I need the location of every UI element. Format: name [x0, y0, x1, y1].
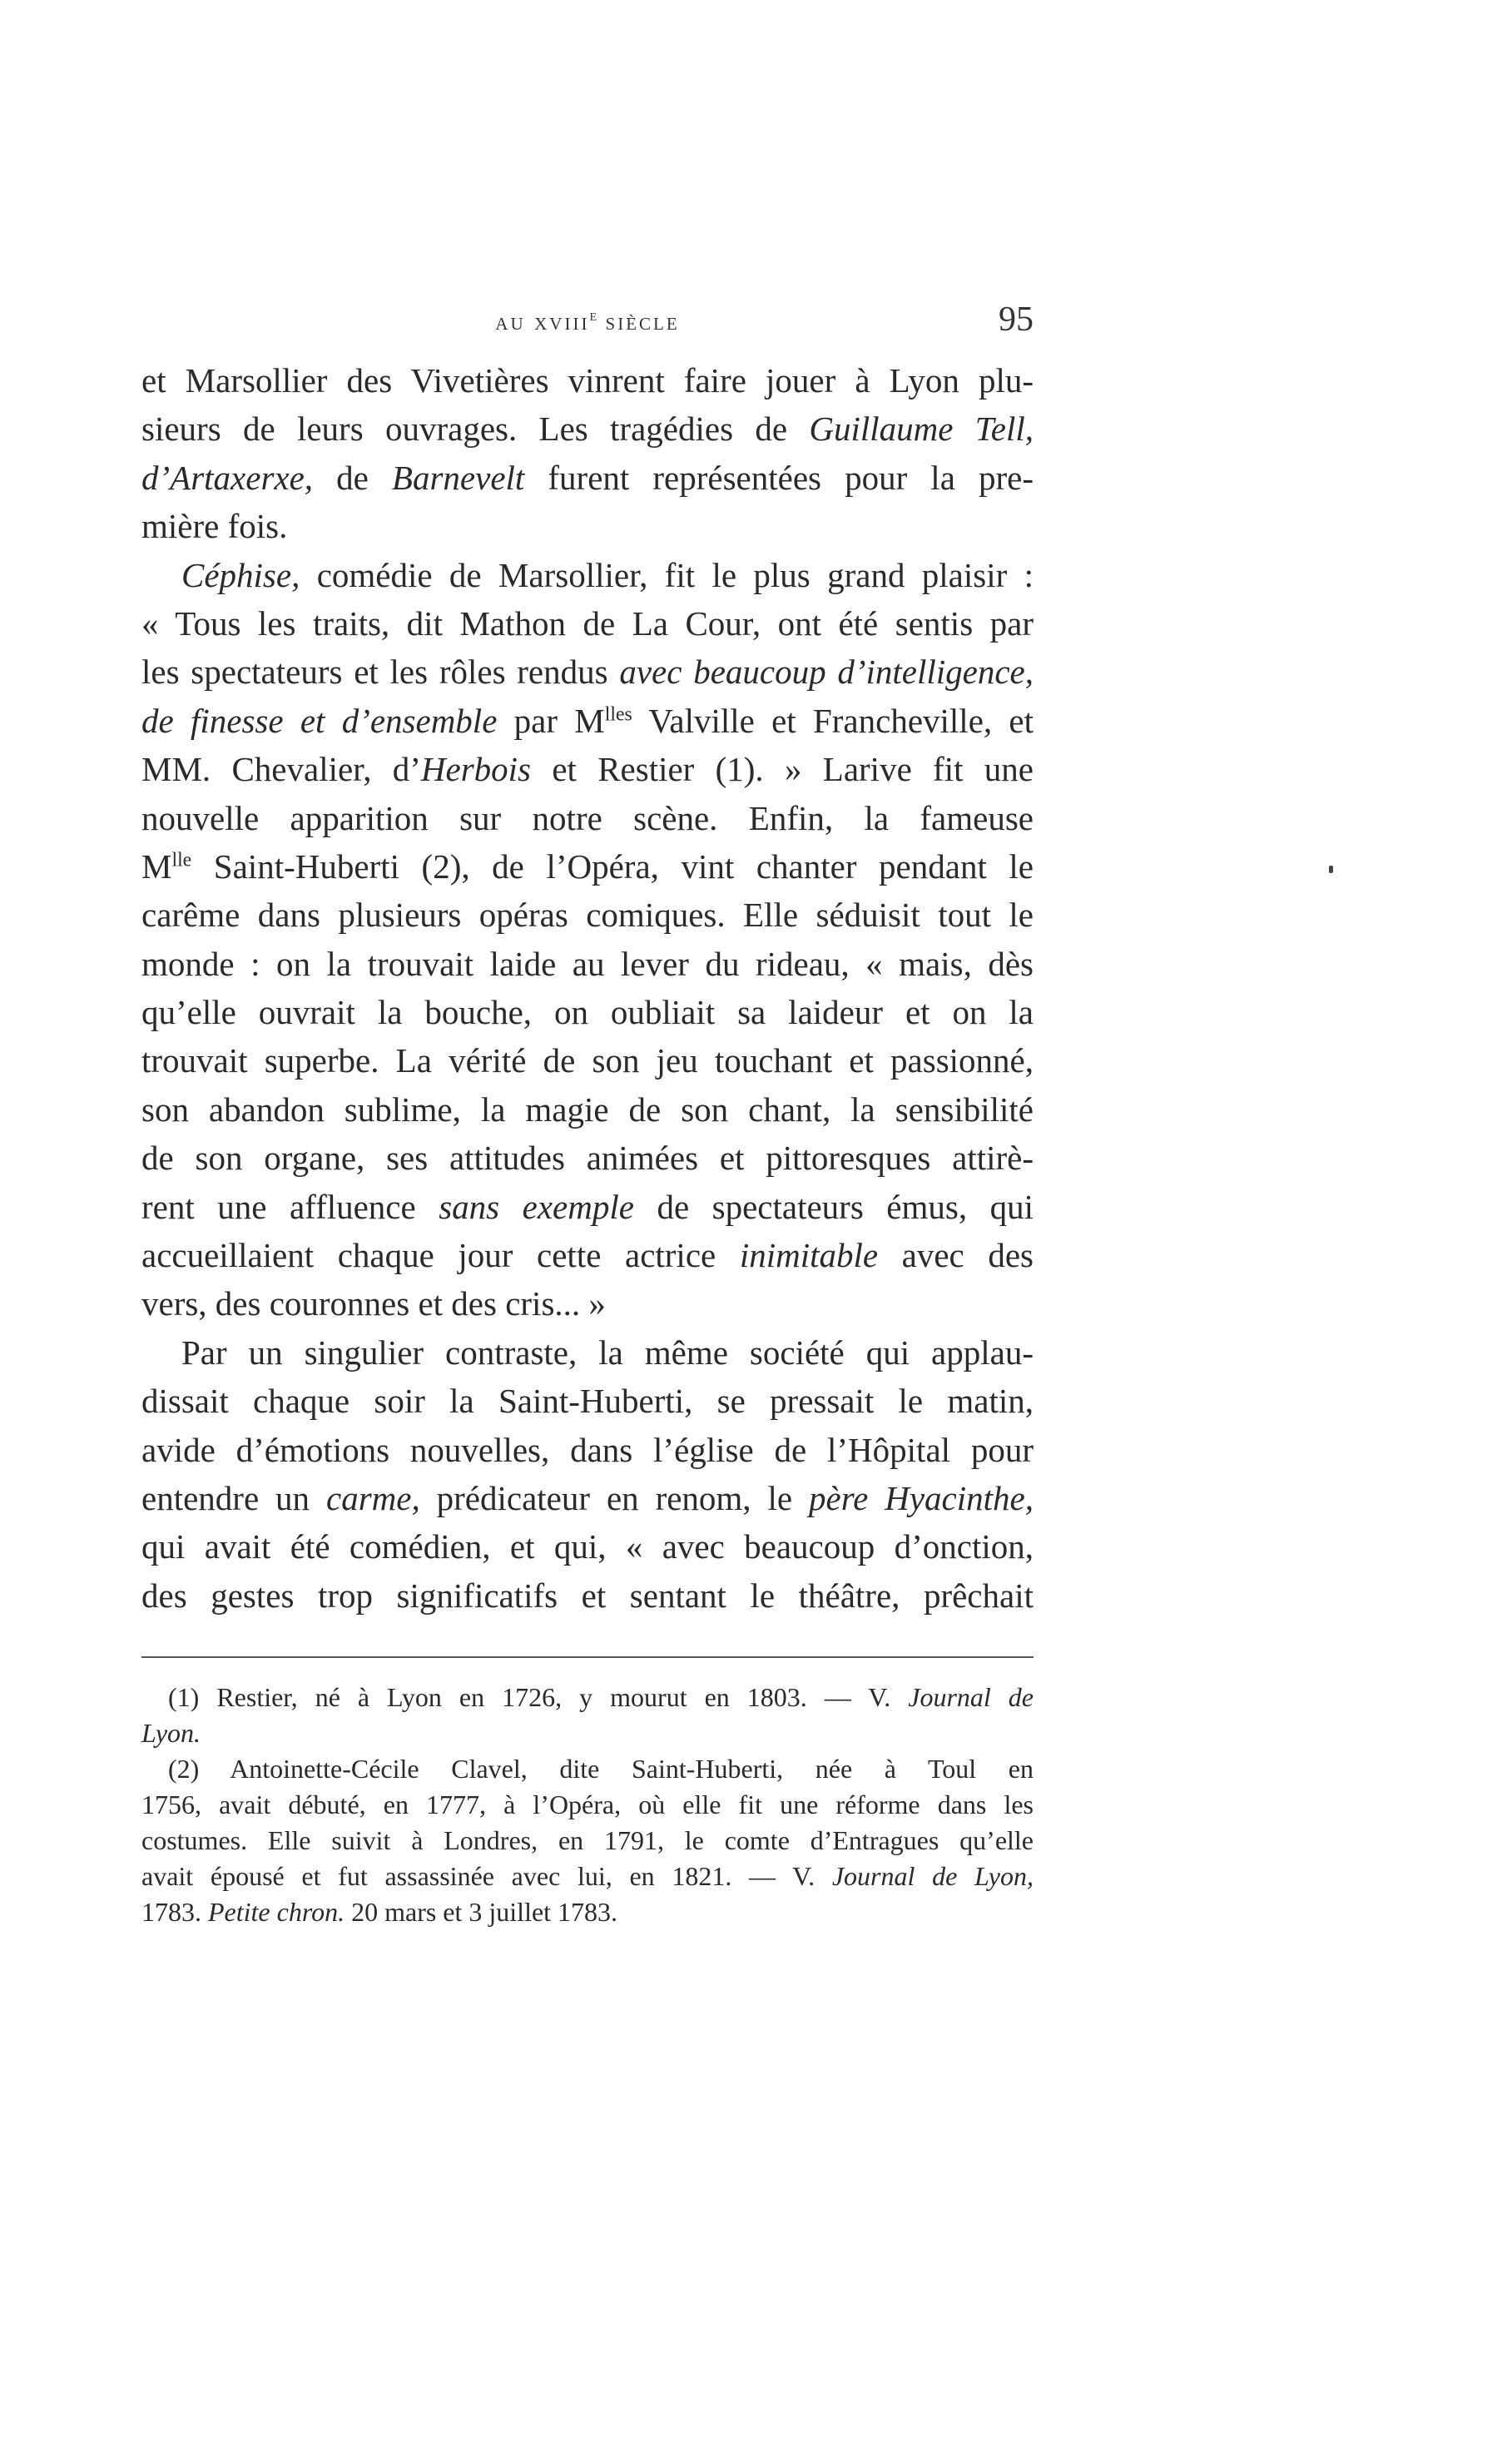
running-title-sup: e [589, 306, 597, 325]
text-span: de [313, 458, 392, 497]
text-line [141, 1183, 1034, 1231]
text-span: avait épousé et fut assassinée avec lui, en 1821. — V. [141, 1861, 832, 1891]
italic-name: père Hyacinthe, [809, 1478, 1034, 1517]
text-span: les spectateurs et les rôles rendus [141, 653, 620, 692]
text-line [141, 648, 1034, 696]
text-line: qui avait été comédien, et qui, « avec beaucoup d’onction, [141, 1527, 1034, 1566]
text-line: monde : on la trouvait laide au lever du rideau, « mais, dès [141, 944, 1034, 983]
text-line: son abandon sublime, la magie de son chant, la sensibilité [141, 1090, 1034, 1129]
running-title-text: au xviii [495, 308, 590, 335]
text-line [141, 745, 1034, 793]
text-span: (1) Restier, né à Lyon en 1726, y mourut en 1803. — V. [168, 1682, 909, 1712]
footnote-line [141, 1894, 1034, 1930]
text-span: sieurs de leurs ouvrages. Les tragédies de [141, 410, 788, 449]
text-line [141, 697, 1034, 745]
footnote-line [141, 1680, 1034, 1715]
italic-title: Barnevelt [391, 458, 525, 497]
text-line: qu’elle ouvrait la bouche, on oubliait sa laideur et on la [141, 993, 1034, 1032]
text-line: carême dans plusieurs opéras comiques. Elle séduisit tout le [141, 896, 1034, 935]
footnote-line: 1756, avait débuté, en 1777, à l’Opéra, où elle fit une réforme dans les [141, 1789, 1034, 1819]
superscript: lle [171, 849, 192, 871]
italic-phrase: avec beaucoup d’intelligence, [619, 653, 1034, 692]
text-line [141, 551, 1034, 599]
text-span: Valville et Francheville, et [632, 701, 1034, 740]
italic-title: Céphise, [181, 555, 300, 594]
ink-speck [1329, 866, 1333, 873]
footnotes [141, 1680, 1034, 1930]
text-line: et Marsollier des Vivetières vinrent faire jouer à Lyon plu- [141, 361, 1034, 400]
text-span: 20 mars et 3 juillet 1783. [345, 1897, 618, 1927]
text-line: des gestes trop significatifs et sentant le théâtre, prêchait [141, 1576, 1034, 1615]
italic-title: Journal de Lyon, [831, 1861, 1034, 1891]
italic-phrase: de finesse et d’ensemble [141, 701, 498, 740]
text-line [141, 1231, 1034, 1279]
italic-title: Petite chron. [208, 1897, 345, 1927]
text-span: furent représentées pour la pre- [524, 458, 1034, 497]
italic-title: d’Artaxerxe, [141, 458, 314, 497]
text-line [141, 405, 1034, 453]
page-number: 95 [999, 300, 1034, 339]
text-line: trouvait superbe. La vérité de son jeu touchant et passionné, [141, 1041, 1034, 1080]
superscript: lles [604, 703, 632, 726]
footnote-line [141, 1859, 1034, 1894]
text-line: Par un singulier contraste, la même société qui applau- [181, 1333, 1034, 1372]
text-line: vers, des couronnes et des cris... » [141, 1284, 606, 1323]
text-line: mière fois. [141, 507, 288, 546]
text-span: entendre un [141, 1478, 326, 1517]
text-line: nouvelle apparition sur notre scène. Enfin, la fameuse [141, 798, 1034, 837]
body-text [141, 356, 1034, 1620]
text-line: dissait chaque soir la Saint-Huberti, se pressait le matin, [141, 1382, 1034, 1421]
footnote-separator [141, 1656, 1034, 1658]
text-span: prédicateur en renom, le [419, 1478, 809, 1517]
footnote-line: (2) Antoinette-Cécile Clavel, dite Saint-Huberti, née à Toul en [168, 1754, 1034, 1784]
italic-word: inimitable [739, 1236, 879, 1275]
text-span: M [141, 846, 172, 886]
text-span: avec des [878, 1236, 1034, 1275]
italic-word: carme, [326, 1478, 420, 1517]
text-line: de son organe, ses attitudes animées et pittoresques attirè- [141, 1139, 1034, 1178]
running-title [141, 306, 1034, 336]
text-span: et Restier (1). » Larive fit une [531, 750, 1034, 789]
text-span: Saint-Huberti (2), de l’Opéra, vint chanter pendant le [191, 846, 1034, 886]
text-line: avide d’émotions nouvelles, dans l’église de l’Hôpital pour [141, 1430, 1034, 1469]
italic-phrase: sans exemple [439, 1187, 634, 1226]
text-line [141, 842, 1034, 891]
italic-title: Lyon. [141, 1718, 201, 1748]
text-line: « Tous les traits, dit Mathon de La Cour, ont été sentis par [141, 603, 1034, 643]
italic-name: Herbois [420, 750, 532, 789]
text-line [141, 454, 1034, 502]
text-span: MM. Chevalier, d’ [141, 750, 421, 789]
footnote-line: costumes. Elle suivit à Londres, en 1791, le comte d’Entragues qu’elle [141, 1825, 1034, 1855]
text-span: 1783. [141, 1897, 208, 1927]
text-span: de spectateurs émus, qui [633, 1187, 1034, 1226]
italic-title: Journal de [908, 1682, 1034, 1712]
text-span: comédie de Marsollier, fit le plus grand plaisir : [300, 555, 1034, 594]
text-span: rent une affluence [141, 1187, 439, 1226]
footnote-line [141, 1715, 1034, 1751]
running-title-text-end: siècle [597, 308, 680, 335]
text-span: accueillaient chaque jour cette actrice [141, 1236, 740, 1275]
text-line [141, 1474, 1034, 1522]
text-span: par M [497, 701, 605, 740]
italic-title: Guillaume Tell, [809, 410, 1034, 449]
running-head [141, 300, 1034, 350]
